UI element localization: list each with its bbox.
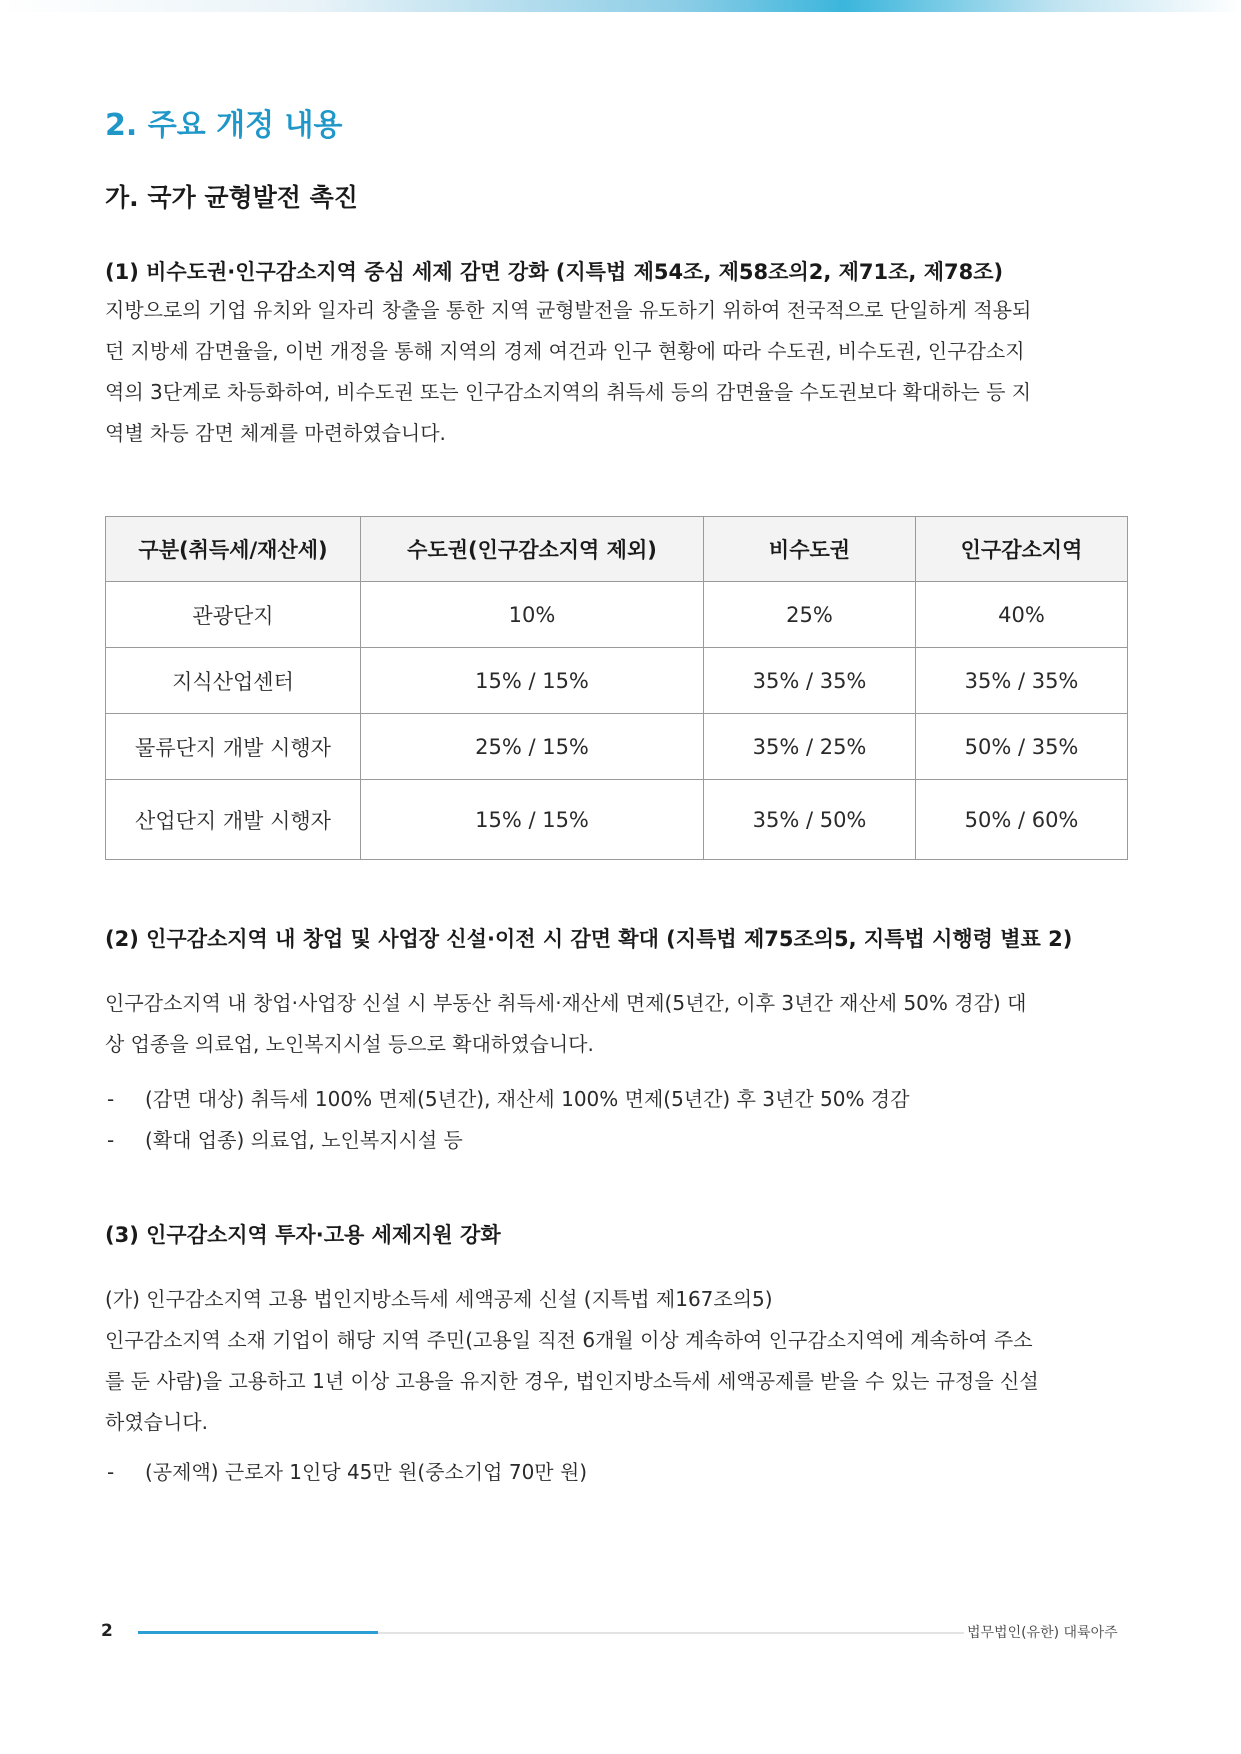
table-cell: 지식산업센터 [106, 648, 361, 714]
table-row [106, 648, 1128, 714]
item1-paragraph [105, 290, 1135, 454]
list-item [105, 1079, 1135, 1120]
top-gradient-bar [0, 0, 1241, 12]
table-cell: 산업단지 개발 시행자 [106, 780, 361, 860]
table-cell: 35% / 35% [704, 648, 916, 714]
table-cell: 50% / 60% [916, 780, 1128, 860]
table-cell: 25% [704, 582, 916, 648]
table-cell: 40% [916, 582, 1128, 648]
table-cell: 15% / 15% [361, 648, 704, 714]
bullet-dash: - [107, 1087, 115, 1111]
item2-bullet-list [105, 1079, 1135, 1161]
table-cell: 35% / 50% [704, 780, 916, 860]
table-cell: 관광단지 [106, 582, 361, 648]
item3-line: 를 둔 사람)을 고용하고 1년 이상 고용을 유지한 경우, 법인지방소득세 세액공제를 받을 수 있는 규정을 신설 [105, 1369, 1039, 1393]
item1-heading: (1) 비수도권·인구감소지역 중심 세제 감면 강화 (지특법 제54조, 제58조의2, 제71조, 제78조) [105, 260, 1004, 284]
item3-line: (가) 인구감소지역 고용 법인지방소득세 세액공제 신설 (지특법 제167조의5) [105, 1287, 773, 1311]
table-header-cell: 구분(취득세/재산세) [106, 517, 361, 582]
bullet-dash: - [107, 1128, 115, 1152]
footer-firm-name: 법무법인(유한) 대륙아주 [967, 1625, 1118, 1641]
subsection-title: 가. 국가 균형발전 촉진 [105, 183, 358, 212]
item2-paragraph [105, 983, 1135, 1065]
item3-heading: (3) 인구감소지역 투자·고용 세제지원 강화 [105, 1223, 501, 1247]
item1-line: 역의 3단계로 차등화하여, 비수도권 또는 인구감소지역의 취득세 등의 감면율을 수도권보다 확대하는 등 지 [105, 380, 1032, 404]
table-header-cell: 수도권(인구감소지역 제외) [361, 517, 704, 582]
tax-reduction-table [105, 516, 1128, 860]
table-cell: 50% / 35% [916, 714, 1128, 780]
table-row [106, 780, 1128, 860]
footer-divider-accent [138, 1631, 378, 1634]
item3-paragraph [105, 1279, 1135, 1443]
table-cell: 35% / 35% [916, 648, 1128, 714]
item3-line: 인구감소지역 소재 기업이 해당 지역 주민(고용일 직전 6개월 이상 계속하여 인구감소지역에 계속하여 주소 [105, 1328, 1033, 1352]
item2-line: 상 업종을 의료업, 노인복지시설 등으로 확대하였습니다. [105, 1032, 594, 1056]
list-item [105, 1452, 1135, 1493]
table-header-cell: 비수도권 [704, 517, 916, 582]
item1-line: 역별 차등 감면 체계를 마련하였습니다. [105, 421, 446, 445]
list-item [105, 1120, 1135, 1161]
item2-line: 인구감소지역 내 창업·사업장 신설 시 부동산 취득세·재산세 면제(5년간, 이후 3년간 재산세 50% 경감) 대 [105, 991, 1027, 1015]
bullet-text: (공제액) 근로자 1인당 45만 원(중소기업 70만 원) [145, 1460, 588, 1484]
page-number: 2 [101, 1621, 113, 1641]
table-cell: 15% / 15% [361, 780, 704, 860]
bullet-dash: - [107, 1460, 115, 1484]
item1-line: 지방으로의 기업 유치와 일자리 창출을 통한 지역 균형발전을 유도하기 위하여 전국적으로 단일하게 적용되 [105, 298, 1032, 322]
table-cell: 35% / 25% [704, 714, 916, 780]
section-title: 2. 주요 개정 내용 [105, 108, 343, 143]
table-cell: 10% [361, 582, 704, 648]
item3-bullet-list [105, 1452, 1135, 1493]
item3-line: 하였습니다. [105, 1410, 208, 1434]
table-cell: 물류단지 개발 시행자 [106, 714, 361, 780]
item1-line: 던 지방세 감면율을, 이번 개정을 통해 지역의 경제 여건과 인구 현황에 따라 수도권, 비수도권, 인구감소지 [105, 339, 1025, 363]
table-header-cell: 인구감소지역 [916, 517, 1128, 582]
bullet-text: (감면 대상) 취득세 100% 면제(5년간), 재산세 100% 면제(5년간) 후 3년간 50% 경감 [145, 1087, 910, 1111]
table-cell: 25% / 15% [361, 714, 704, 780]
item2-heading: (2) 인구감소지역 내 창업 및 사업장 신설·이전 시 감면 확대 (지특법 제75조의5, 지특법 시행령 별표 2) [105, 927, 1073, 951]
table-row [106, 714, 1128, 780]
table-header-row [106, 517, 1128, 582]
bullet-text: (확대 업종) 의료업, 노인복지시설 등 [145, 1128, 463, 1152]
table-row [106, 582, 1128, 648]
